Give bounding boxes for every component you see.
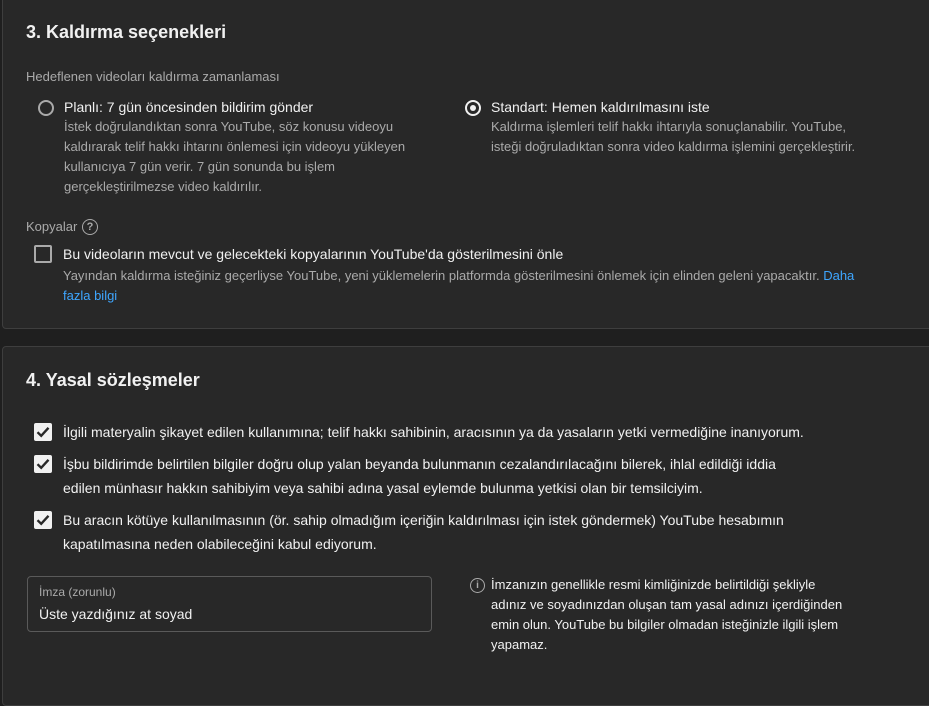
agreement-line: Bu aracın kötüye kullanılmasının (ör. sahip olmadığım içeriğin kaldırılması için istek göndermek) YouTube hesabımın	[63, 512, 784, 528]
agreement-checkbox-1[interactable]	[34, 423, 52, 441]
info-line: emin olun. YouTube bu bilgiler olmadan isteğinizle ilgili işlem	[491, 617, 839, 632]
standard-desc-line: isteği doğruladıktan sonra video kaldırma işlemini gerçekleştirir.	[491, 139, 856, 154]
checkmark-icon	[36, 458, 50, 470]
copies-label: Kopyalar	[26, 219, 78, 234]
help-icon[interactable]: ?	[82, 219, 98, 235]
prevent-copies-desc-text: Yayından kaldırma isteğiniz geçerliyse YouTube, yeni yüklemelerin platformda gösterilmesini önlemek için elinden geleni yapacaktır.	[63, 268, 820, 283]
scheduled-option-label[interactable]: Planlı: 7 gün öncesinden bildirim gönder	[64, 99, 314, 115]
checkmark-icon	[36, 426, 50, 438]
standard-desc-line: Kaldırma işlemleri telif hakkı ihtarıyla sonuçlanabilir. YouTube,	[491, 119, 847, 134]
agreement-checkbox-2[interactable]	[34, 455, 52, 473]
agreement-line: kapatılmasına neden olabileceğini kabul ediyorum.	[63, 536, 377, 552]
signature-field-label: İmza (zorunlu)	[39, 585, 116, 599]
agreement-text-3	[63, 508, 784, 556]
agreement-text-2	[63, 452, 776, 500]
standard-option-radio[interactable]	[465, 100, 481, 116]
info-line: İmzanızın genellikle resmi kimliğinizde belirtildiği şekliyle	[491, 577, 816, 592]
removal-schedule-label: Hedeflenen videoları kaldırma zamanlaması	[26, 69, 280, 84]
agreement-line: edilen münhasır hakkın sahibiyim veya sahibi adına yasal eylemde bulunma yetkisi olan bir temsilciyim.	[63, 480, 703, 496]
legal-agreements-title: 4. Yasal sözleşmeler	[26, 370, 200, 390]
learn-more-link[interactable]: fazla bilgi	[63, 288, 118, 303]
scheduled-option-description	[64, 117, 405, 197]
prevent-copies-checkbox[interactable]	[34, 245, 52, 263]
scheduled-desc-line: kaldırarak telif hakkı ihtarını önlemesi için videoyu yükleyen	[64, 139, 406, 154]
signature-field[interactable]	[27, 576, 432, 632]
agreement-line: İlgili materyalin şikayet edilen kullanımına; telif hakkı sahibinin, aracısının ya da yasaların yetki vermediğine inanıyorum.	[63, 424, 804, 440]
scheduled-desc-line: İstek doğrulandıktan sonra YouTube, söz konusu videoyu	[64, 119, 394, 134]
signature-input[interactable]	[39, 606, 419, 622]
standard-option-description	[491, 117, 855, 157]
radio-selected-dot	[470, 105, 476, 111]
info-line: yapamaz.	[491, 637, 548, 652]
scheduled-desc-line: kullanıcıya 7 gün verir. 7 gün sonunda bu işlem	[64, 159, 336, 174]
learn-more-link[interactable]: Daha	[823, 268, 855, 283]
standard-option-label[interactable]: Standart: Hemen kaldırılmasını iste	[491, 99, 710, 115]
prevent-copies-label[interactable]: Bu videoların mevcut ve gelecekteki kopyalarının YouTube'da gösterilmesini önle	[63, 246, 564, 262]
signature-info-text	[491, 575, 842, 655]
removal-options-title: 3. Kaldırma seçenekleri	[26, 22, 227, 42]
agreement-line: İşbu bildirimde belirtilen bilgiler doğru olup yalan beyanda bulunmanın cezalandırılacağını bilerek, ihlal edildiği iddia	[63, 456, 776, 472]
info-line: adınız ve soyadınızdan oluşan tam yasal adınızı içerdiğinden	[491, 597, 843, 612]
info-icon: i	[470, 578, 485, 593]
checkmark-icon	[36, 514, 50, 526]
scheduled-desc-line: gerçekleştirilmezse video kaldırılır.	[64, 179, 262, 194]
agreement-checkbox-3[interactable]	[34, 511, 52, 529]
prevent-copies-description	[63, 266, 863, 306]
scheduled-option-radio[interactable]	[38, 100, 54, 116]
agreement-text-1	[63, 420, 804, 444]
